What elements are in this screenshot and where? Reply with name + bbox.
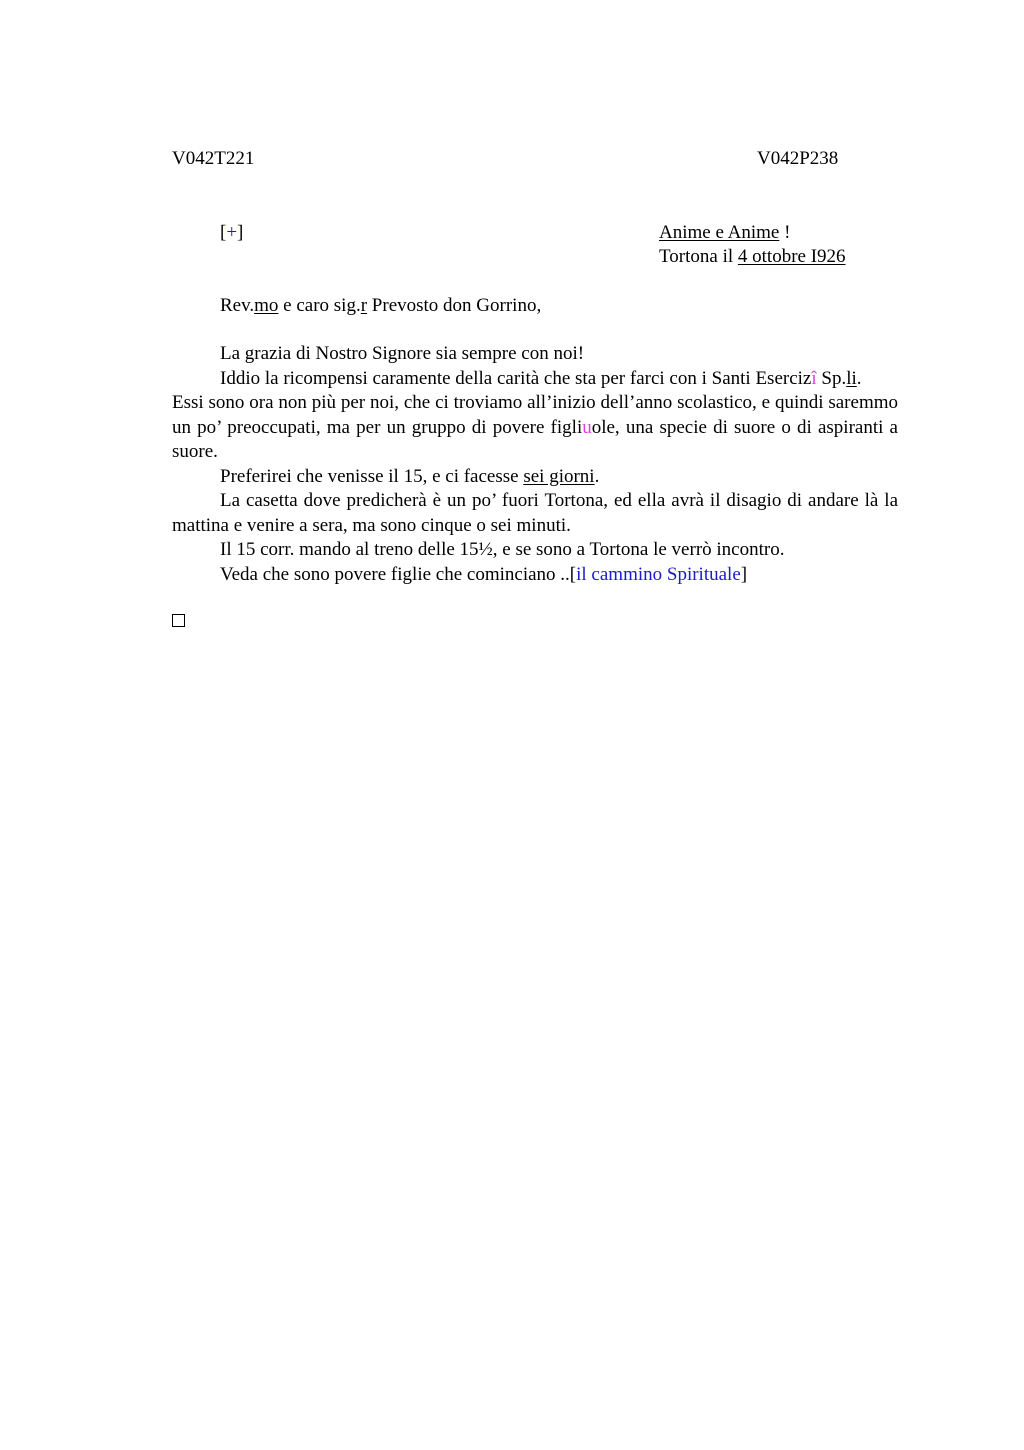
- paragraph-train: Il 15 corr. mando al treno delle 15½, e se sono a Tortona le verrò incontro.: [220, 539, 785, 560]
- text-run: .: [856, 367, 862, 389]
- letter-body: [172, 342, 898, 587]
- cross-mark-block: [220, 221, 243, 246]
- cross-icon: +: [226, 222, 238, 243]
- motto-line: [659, 221, 790, 246]
- text-run-underlined: li: [846, 367, 857, 389]
- editorial-mark: u: [582, 416, 592, 438]
- editorial-insertion: il cammino Spirituale: [576, 563, 741, 585]
- paragraph-greeting: La grazia di Nostro Signore sia sempre con noi!: [220, 343, 585, 364]
- text-run: ]: [740, 563, 748, 585]
- salutation-part: Prevosto don Gorrino,: [367, 295, 542, 316]
- text-run: .: [594, 465, 600, 487]
- document-code-left: V042T221: [172, 148, 255, 169]
- salutation-part: Rev.: [220, 295, 255, 316]
- paragraph-date-request: [172, 465, 898, 490]
- motto: Anime e Anime: [659, 222, 780, 243]
- editorial-mark: î: [811, 367, 817, 389]
- paragraph-location: La casetta dove predicherà è un po’ fuori Tortona, ed ella avrà il disagio di andare là la mattina e venire a sera, ma sono cinque o sei minuti.: [172, 490, 898, 536]
- salutation: [220, 294, 541, 319]
- text-run: Preferirei che venisse il 15, e ci facesse: [220, 465, 524, 487]
- place-prefix: Tortona il: [659, 246, 738, 267]
- paragraph-thanks: [172, 367, 898, 392]
- text-run: Sp.: [816, 367, 847, 389]
- cross-open-bracket: [: [220, 222, 227, 243]
- paragraph-purpose: [172, 391, 898, 465]
- salutation-superscript: r: [360, 295, 368, 316]
- cross-close-bracket: ]: [237, 222, 244, 243]
- text-run: Essi sono ora non più per noi, che ci troviamo all’inizio dell’anno scolastico, e quindi saremmo un po’ preoccupati, ma per un gruppo di povere figli: [172, 392, 898, 438]
- motto-suffix: !: [779, 222, 791, 243]
- place-date-line: [659, 245, 846, 270]
- letter-date: 4 ottobre I926: [737, 246, 846, 267]
- salutation-superscript: mo: [254, 295, 279, 316]
- text-run-underlined: sei giorni: [523, 465, 595, 487]
- text-run: Iddio la ricompensi caramente della carità che sta per farci con i Santi Eserciz: [220, 367, 812, 389]
- paragraph-closing: [172, 563, 898, 588]
- salutation-part: e caro sig.: [278, 295, 361, 316]
- end-box-icon: [172, 614, 185, 627]
- document-code-right: V042P238: [757, 148, 839, 169]
- text-run: ole, una specie di suore o di aspiranti a suore.: [172, 416, 898, 462]
- text-run: Veda che sono povere figlie che cominciano ..[: [220, 563, 577, 585]
